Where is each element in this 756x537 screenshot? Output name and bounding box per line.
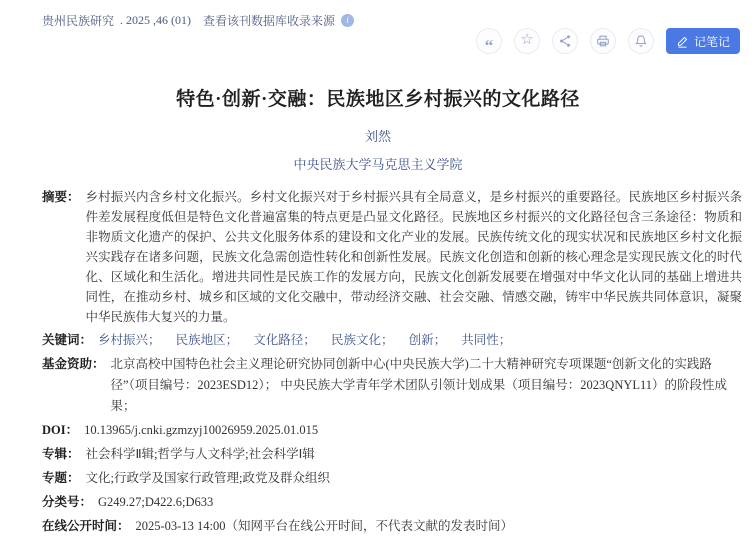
- album-label: 专辑：: [42, 447, 80, 461]
- clc-label: 分类号：: [42, 495, 93, 509]
- bell-icon: [634, 34, 648, 48]
- online-time-label: 在线公开时间：: [42, 519, 130, 533]
- abstract-label: 摘要：: [42, 190, 80, 204]
- album-value: 社会科学Ⅱ辑;哲学与人文科学;社会科学Ⅰ辑: [85, 447, 315, 461]
- online-time-value: 2025-03-13 14:00（知网平台在线公开时间，不代表文献的发表时间）: [135, 519, 513, 533]
- fund-label: 基金资助：: [42, 357, 105, 371]
- keyword-link[interactable]: 创新；: [408, 333, 447, 347]
- doi-row: [42, 420, 742, 441]
- album-row: [42, 444, 742, 465]
- doi-label: DOI：: [42, 423, 79, 437]
- pen-icon: [676, 35, 689, 48]
- favorite-button[interactable]: [514, 28, 540, 54]
- keyword-link[interactable]: 民族文化；: [330, 333, 394, 347]
- topic-value: 文化;行政学及国家行政管理;政党及群众组织: [85, 471, 330, 485]
- notification-button[interactable]: [628, 28, 654, 54]
- affiliation-link[interactable]: 中央民族大学马克思主义学院: [293, 157, 463, 172]
- keyword-link[interactable]: 民族地区；: [175, 333, 239, 347]
- abstract-row: [42, 187, 742, 327]
- abstract-text: 乡村振兴内含乡村文化振兴。乡村文化振兴对于乡村振兴具有全局意义，是乡村振兴的重要路径。民族地区乡村振兴条件差发展程度低但是特色文化普遍富集的特点更是凸显文化路径。民族地区乡村振兴的文化路径包含三条途径：物质和非物质文化遗产的保护、公共文化服务体系的建设和文化产业的发展。民族传统文化的现实状况和民族地区乡村文化振兴实践存在诸多问题，民族文化急需创造性转化和创新性发展。民族文化创造和创新的核心理念是实现民族文化的时代化、区域化和生活化。增进共同性是民族工作的发展方向，民族文化创新发展要在增强对中华文化认同的基础上增进共同性，在推动乡村、城乡和区域的文化交融中，带动经济交融、社会交融、情感交融，铸牢中华民族共同体意识，凝聚中华民族伟大复兴的力量。: [85, 190, 742, 324]
- info-icon[interactable]: i: [341, 14, 354, 27]
- keywords-row: [42, 330, 742, 351]
- journal-citation: . 2025 ,46 (01): [120, 13, 192, 27]
- affiliation-line: [0, 154, 756, 173]
- clc-row: [42, 492, 742, 513]
- clc-value: G249.27;D422.6;D633: [98, 495, 214, 509]
- keyword-link[interactable]: 文化路径；: [253, 333, 316, 347]
- metadata-section: [42, 187, 742, 537]
- star-icon: ☆: [520, 31, 534, 48]
- page-title: 特色·创新·交融：民族地区乡村振兴的文化路径: [176, 89, 580, 110]
- online-time-row: [42, 516, 742, 537]
- share-icon: [558, 34, 572, 48]
- cite-button[interactable]: “: [476, 28, 502, 54]
- keyword-link[interactable]: 乡村振兴；: [98, 333, 161, 347]
- journal-name-link[interactable]: 贵州民族研究: [42, 14, 115, 28]
- fund-text: 北京高校中国特色社会主义理论研究协同创新中心(中央民族大学)二十大精神研究专项课题“创新文化的实践路径”（项目编号：2023ESD12）； 中央民族大学青年学术团队引领计划成果（项目编号：2023QNYL11）的阶段性成果；: [110, 357, 728, 413]
- topic-row: [42, 468, 742, 489]
- author-link[interactable]: 刘然: [364, 129, 391, 144]
- topic-label: 专题：: [42, 471, 80, 485]
- share-button[interactable]: [552, 28, 578, 54]
- doi-value: 10.13965/j.cnki.gzmzyj10026959.2025.01.015: [84, 423, 319, 437]
- action-toolbar: [476, 28, 740, 54]
- print-button[interactable]: [590, 28, 616, 54]
- note-button[interactable]: [666, 28, 740, 54]
- printer-icon: [596, 34, 610, 48]
- fund-row: [42, 354, 742, 417]
- keywords-list: [98, 330, 742, 351]
- author-line: [0, 126, 756, 145]
- view-source-link[interactable]: 查看该刊数据库收录来源: [203, 14, 336, 28]
- note-button-label: 记笔记: [693, 34, 730, 49]
- keywords-label: 关键词：: [42, 333, 93, 347]
- journal-source-line: [42, 12, 354, 29]
- keyword-link[interactable]: 共同性；: [461, 333, 512, 347]
